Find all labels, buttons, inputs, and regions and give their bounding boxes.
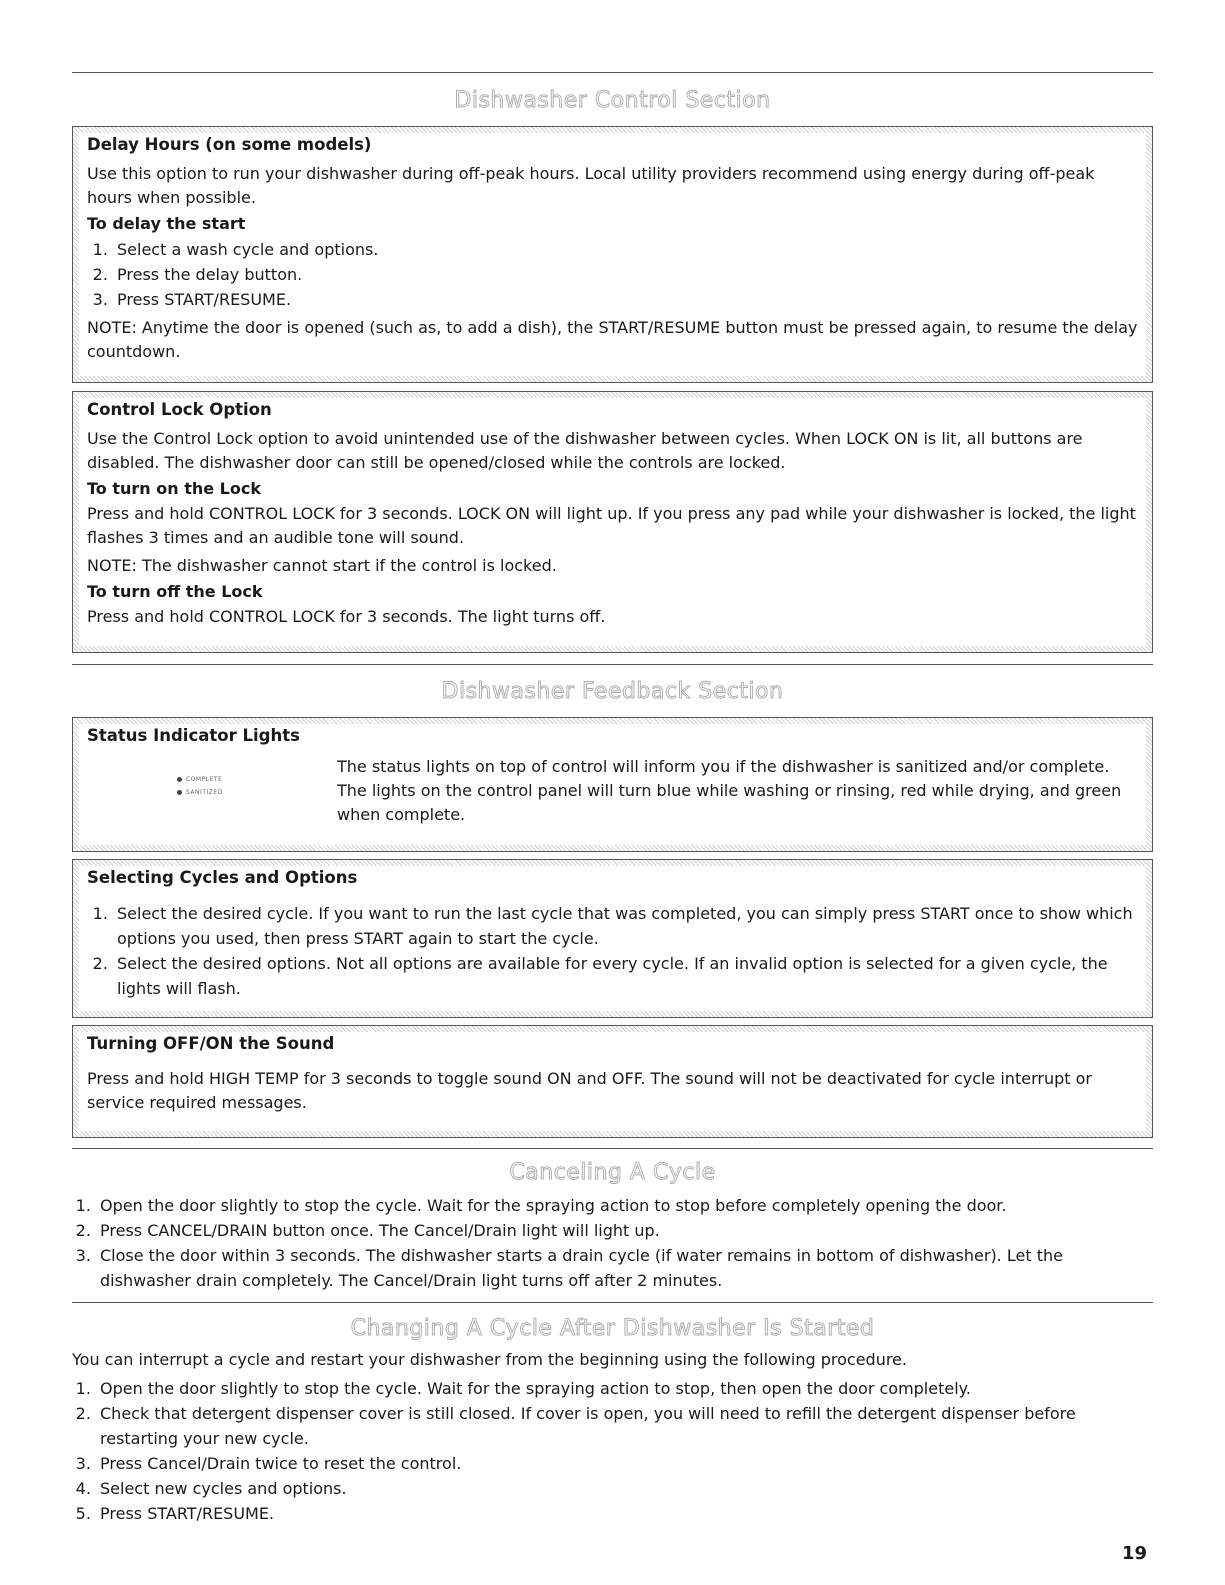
section-rule	[72, 1302, 1153, 1303]
delay-note: NOTE: Anytime the door is opened (such as, to add a dish), the START/RESUME button must be pressed again, to resume the delay countdown.	[87, 318, 1138, 361]
lock-off-text: Press and hold CONTROL LOCK for 3 seconds. The light turns off.	[87, 607, 606, 626]
canceling-steps	[72, 1193, 1153, 1293]
page-number: 19	[1122, 1543, 1148, 1564]
delay-start-subheading: To delay the start	[87, 214, 246, 233]
section-rule	[72, 1148, 1153, 1149]
list-item: 5. Press START/RESUME.	[96, 1501, 1153, 1526]
list-item: 1. Open the door slightly to stop the cycle. Wait for the spraying action to stop, then open the door completely.	[96, 1376, 1153, 1401]
section-title-changing: Changing A Cycle After Dishwasher Is Started	[350, 1316, 875, 1341]
list-item: 3. Press START/RESUME.	[113, 287, 1138, 312]
lock-on-subheading: To turn on the Lock	[87, 479, 261, 498]
list-item: 1. Select a wash cycle and options.	[113, 237, 1138, 262]
section-title-control: Dishwasher Control Section	[454, 88, 771, 113]
changing-intro: You can interrupt a cycle and restart your dishwasher from the beginning using the following procedure.	[72, 1350, 907, 1369]
changing-content	[72, 1348, 1153, 1526]
section-rule	[72, 664, 1153, 665]
delay-hours-heading: Delay Hours (on some models)	[87, 135, 372, 154]
list-item: 1. Open the door slightly to stop the cycle. Wait for the spraying action to stop before completely opening the door.	[96, 1193, 1153, 1218]
control-lock-box	[72, 391, 1153, 653]
list-item: 3. Press Cancel/Drain twice to reset the control.	[96, 1451, 1153, 1476]
list-item: 1. Select the desired cycle. If you want to run the last cycle that was completed, you can simply press START once to show which options you used, then press START again to start the cycle.	[113, 901, 1138, 951]
list-item: 2. Press CANCEL/DRAIN button once. The Cancel/Drain light will light up.	[96, 1218, 1153, 1243]
delay-hours-box	[72, 126, 1153, 383]
sound-box	[72, 1025, 1153, 1138]
status-light-icon	[177, 777, 182, 782]
sound-heading: Turning OFF/ON the Sound	[87, 1034, 335, 1053]
list-item: 2. Press the delay button.	[113, 262, 1138, 287]
status-light-icon	[177, 790, 182, 795]
status-lights-box	[72, 717, 1153, 852]
canceling-content	[72, 1193, 1153, 1293]
control-lock-heading: Control Lock Option	[87, 400, 272, 419]
section-title-feedback: Dishwasher Feedback Section	[441, 679, 784, 704]
changing-steps	[72, 1376, 1153, 1526]
delay-hours-intro: Use this option to run your dishwasher during off-peak hours. Local utility providers recommend using energy during off-peak hours when possible.	[87, 164, 1095, 207]
sound-text: Press and hold HIGH TEMP for 3 seconds to toggle sound ON and OFF. The sound will not be deactivated for cycle interrupt or service required messages.	[87, 1069, 1092, 1112]
section-title-canceling: Canceling A Cycle	[509, 1160, 716, 1185]
lock-note: NOTE: The dishwasher cannot start if the control is locked.	[87, 556, 557, 575]
top-rule	[72, 72, 1153, 73]
sanitized-label: SANITIZED	[186, 789, 223, 796]
list-item: 2. Check that detergent dispenser cover is still closed. If cover is open, you will need to refill the detergent dispenser before restarting your new cycle.	[96, 1401, 1153, 1451]
delay-steps	[87, 237, 1138, 312]
lock-off-subheading: To turn off the Lock	[87, 582, 263, 601]
cycle-steps	[87, 901, 1138, 1001]
list-item: 2. Select the desired options. Not all options are available for every cycle. If an invalid option is selected for a given cycle, the lights will flash.	[113, 951, 1138, 1001]
complete-label: COMPLETE	[186, 776, 223, 783]
list-item: 3. Close the door within 3 seconds. The dishwasher starts a drain cycle (if water remains in bottom of dishwasher). Let the dishwasher drain completely. The Cancel/Drain light turns off after 2 minutes.	[96, 1243, 1153, 1293]
selecting-cycles-heading: Selecting Cycles and Options	[87, 868, 358, 887]
list-item: 4. Select new cycles and options.	[96, 1476, 1153, 1501]
status-lights-illustration	[87, 753, 337, 799]
status-lights-heading: Status Indicator Lights	[87, 726, 300, 745]
control-lock-intro: Use the Control Lock option to avoid unintended use of the dishwasher between cycles. When LOCK ON is lit, all buttons are disabled. The dishwasher door can still be opened/closed while the controls are locked.	[87, 429, 1083, 472]
selecting-cycles-box	[72, 859, 1153, 1018]
lock-on-text: Press and hold CONTROL LOCK for 3 seconds. LOCK ON will light up. If you press any pad while your dishwasher is locked, the light flashes 3 times and an audible tone will sound.	[87, 504, 1136, 547]
status-lights-text: The status lights on top of control will inform you if the dishwasher is sanitized and/or complete. The lights on the control panel will turn blue while washing or rinsing, red while drying, and green when complete.	[337, 757, 1122, 824]
